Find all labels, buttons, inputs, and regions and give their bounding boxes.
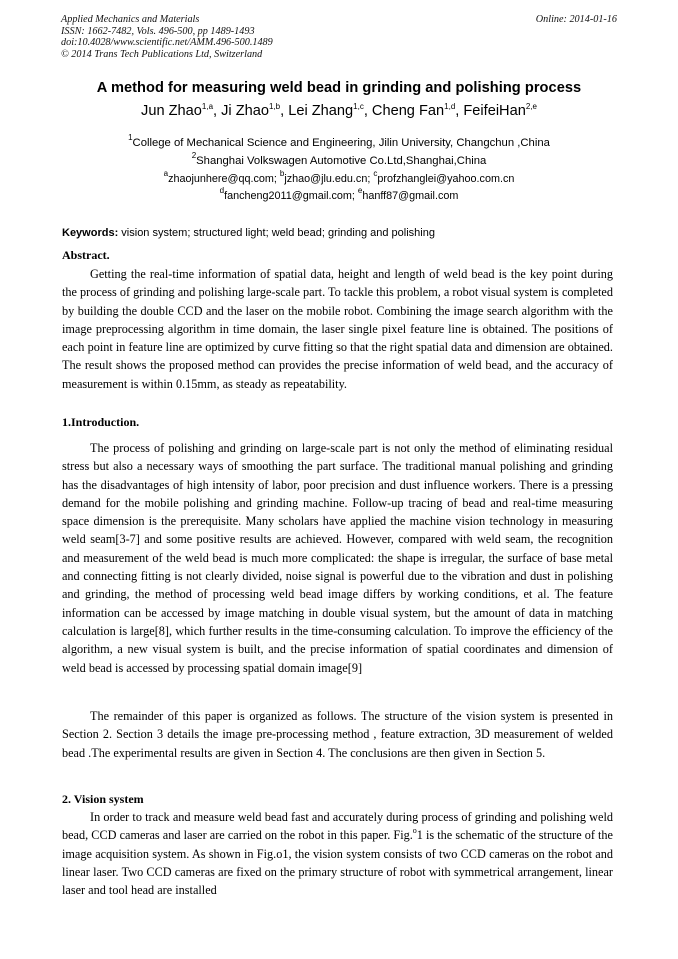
author-affiliation-mark: 1,c bbox=[353, 102, 364, 111]
affiliation-text: College of Mechanical Science and Engineering, Jilin University, Changchun ,China bbox=[132, 137, 550, 149]
introduction-paragraph-1: The process of polishing and grinding on large-scale part is not only the method of eliminating residual stress but also a necessary ways of smoothing the part surface. The traditional manual polishing and grinding has the disadvantages of high intensity of labor, poor precision and dust influence workers. There is a pressing demand for the mobile polishing and grinding machine. Follow-up tracing of bead and real-time measuring space dimension is the prerequisite. Many scholars have applied the machine vision technology in measuring weld seam[3-7] and some positive results are achieved. However, compared with weld seam, the recognition and measurement of the weld bead is much more complicated: the shape is irregular, the surface of base metal and connecting fitting is not clearly divided, noise signal is powerful due to the vibration and dust in polishing and grinding, the method of processing weld bead image differs by working conditions, et al. The feature information can be accessed by image matching in double visual system, but the amount of data in matching calculation is large[8], which further results in the time-consuming calculation. To improve the efficiency of the algorithm, a new visual system is built, and the precise information of spatial coordinates and dimension of weld bead is accessed by processing spatial domain image[9] bbox=[62, 441, 613, 675]
affiliations bbox=[0, 135, 678, 206]
author-affiliation-mark: 1,a bbox=[201, 102, 214, 111]
author-name: Cheng Fan bbox=[371, 103, 445, 119]
paragraph-text: In order to track and measure weld bead fast and accurately during process of grinding and polishing weld bead, CCD cameras and laser are carried on the robot in this paper. Fig. bbox=[62, 810, 613, 843]
copyright-line: © 2014 Trans Tech Publications Ltd, Switzerland bbox=[61, 48, 263, 60]
affiliation-mark: 2 bbox=[191, 150, 197, 160]
abstract-heading: Abstract. bbox=[62, 248, 110, 262]
author-name: Jun Zhao bbox=[141, 103, 202, 119]
email-address: zhaojunhere@qq.com; bbox=[168, 172, 280, 185]
online-date: Online: 2014-01-16 bbox=[535, 14, 617, 25]
journal-name: Applied Mechanics and Materials bbox=[61, 14, 200, 25]
email-line-1 bbox=[0, 168, 678, 189]
journal-header bbox=[61, 14, 617, 60]
author-affiliation-mark: 1,b bbox=[268, 102, 281, 111]
email-line-2 bbox=[0, 188, 678, 206]
author-name: FeifeiHan bbox=[463, 103, 526, 119]
affiliation-1 bbox=[0, 135, 678, 153]
email-address: jzhao@jlu.edu.cn; bbox=[284, 172, 374, 185]
keywords bbox=[62, 227, 618, 239]
paragraph-text: 1 is the schematic of the structure of the image acquisition system. As shown in Fig.o1, the vision system consists of two CCD cameras on the robot and linear laser. Two CCD cameras are fixed on the primary structure of robot with symmetrical arrangement, linear laser and tool head are installed bbox=[62, 828, 613, 898]
vision-system-paragraph bbox=[62, 808, 613, 899]
abstract-text: Getting the real-time information of spatial data, height and length of weld bead is the key point during the process of grinding and polishing large-scale part. To tackle this problem, a robot visual system is completed by building the double CCD and the laser on the mobile robot. Combining the image search algorithm with the image preprocessing algorithm in time domain, the laser single pixel feature line is obtained. The positions of each point in feature line are optimized by curve fitting so that the right spatial data and dimension are obtained. The result shows the proposed method can provides the precise information of weld bead, and the accuracy of measurement is within 0.15mm, as steady as repeatability. bbox=[62, 267, 613, 391]
doi-line: doi:10.4028/www.scientific.net/AMM.496-500.1489 bbox=[61, 37, 273, 49]
figure-mark: o bbox=[412, 826, 417, 836]
author-separator: , bbox=[455, 103, 464, 119]
author-name: Ji Zhao bbox=[221, 103, 269, 119]
email-address: hanff87@gmail.com bbox=[362, 190, 459, 203]
introduction-paragraph-2: The remainder of this paper is organized as follows. The structure of the vision system is presented in Section 2. Section 3 details the image pre-processing method , feature extraction, 3D measurement of welded bead .The experimental results are given in Section 4. The conclusions are then given in Section 5. bbox=[62, 709, 613, 760]
affiliation-mark: 1 bbox=[128, 133, 133, 142]
email-mark: c bbox=[373, 168, 378, 178]
keywords-text: vision system; structured light; weld bead; grinding and polishing bbox=[118, 227, 435, 239]
email-address: fancheng2011@gmail.com; bbox=[224, 190, 358, 203]
author-separator: , bbox=[213, 103, 222, 119]
email-mark: b bbox=[279, 168, 285, 178]
keywords-label: Keywords: bbox=[62, 227, 119, 239]
paper-title: A method for measuring weld bead in grinding and polishing process bbox=[96, 80, 582, 96]
email-mark: d bbox=[219, 186, 225, 196]
affiliation-2 bbox=[0, 150, 678, 171]
introduction-heading: 1.Introduction. bbox=[62, 415, 140, 429]
author-affiliation-mark: 2,e bbox=[525, 102, 537, 111]
email-mark: e bbox=[357, 186, 363, 196]
author-separator: , bbox=[280, 103, 289, 119]
issn-line: ISSN: 1662-7482, Vols. 496-500, pp 1489-1493 bbox=[61, 25, 255, 37]
author-separator: , bbox=[363, 103, 372, 119]
author-list bbox=[0, 103, 678, 119]
affiliation-text: Shanghai Volkswagen Automotive Co.Ltd,Shanghai,China bbox=[196, 154, 487, 167]
email-mark: a bbox=[163, 168, 169, 178]
author-affiliation-mark: 1,d bbox=[444, 102, 456, 111]
author-name: Lei Zhang bbox=[288, 103, 354, 119]
email-address: profzhanglei@yahoo.com.cn bbox=[377, 172, 515, 185]
vision-system-heading: 2. Vision system bbox=[62, 792, 144, 806]
